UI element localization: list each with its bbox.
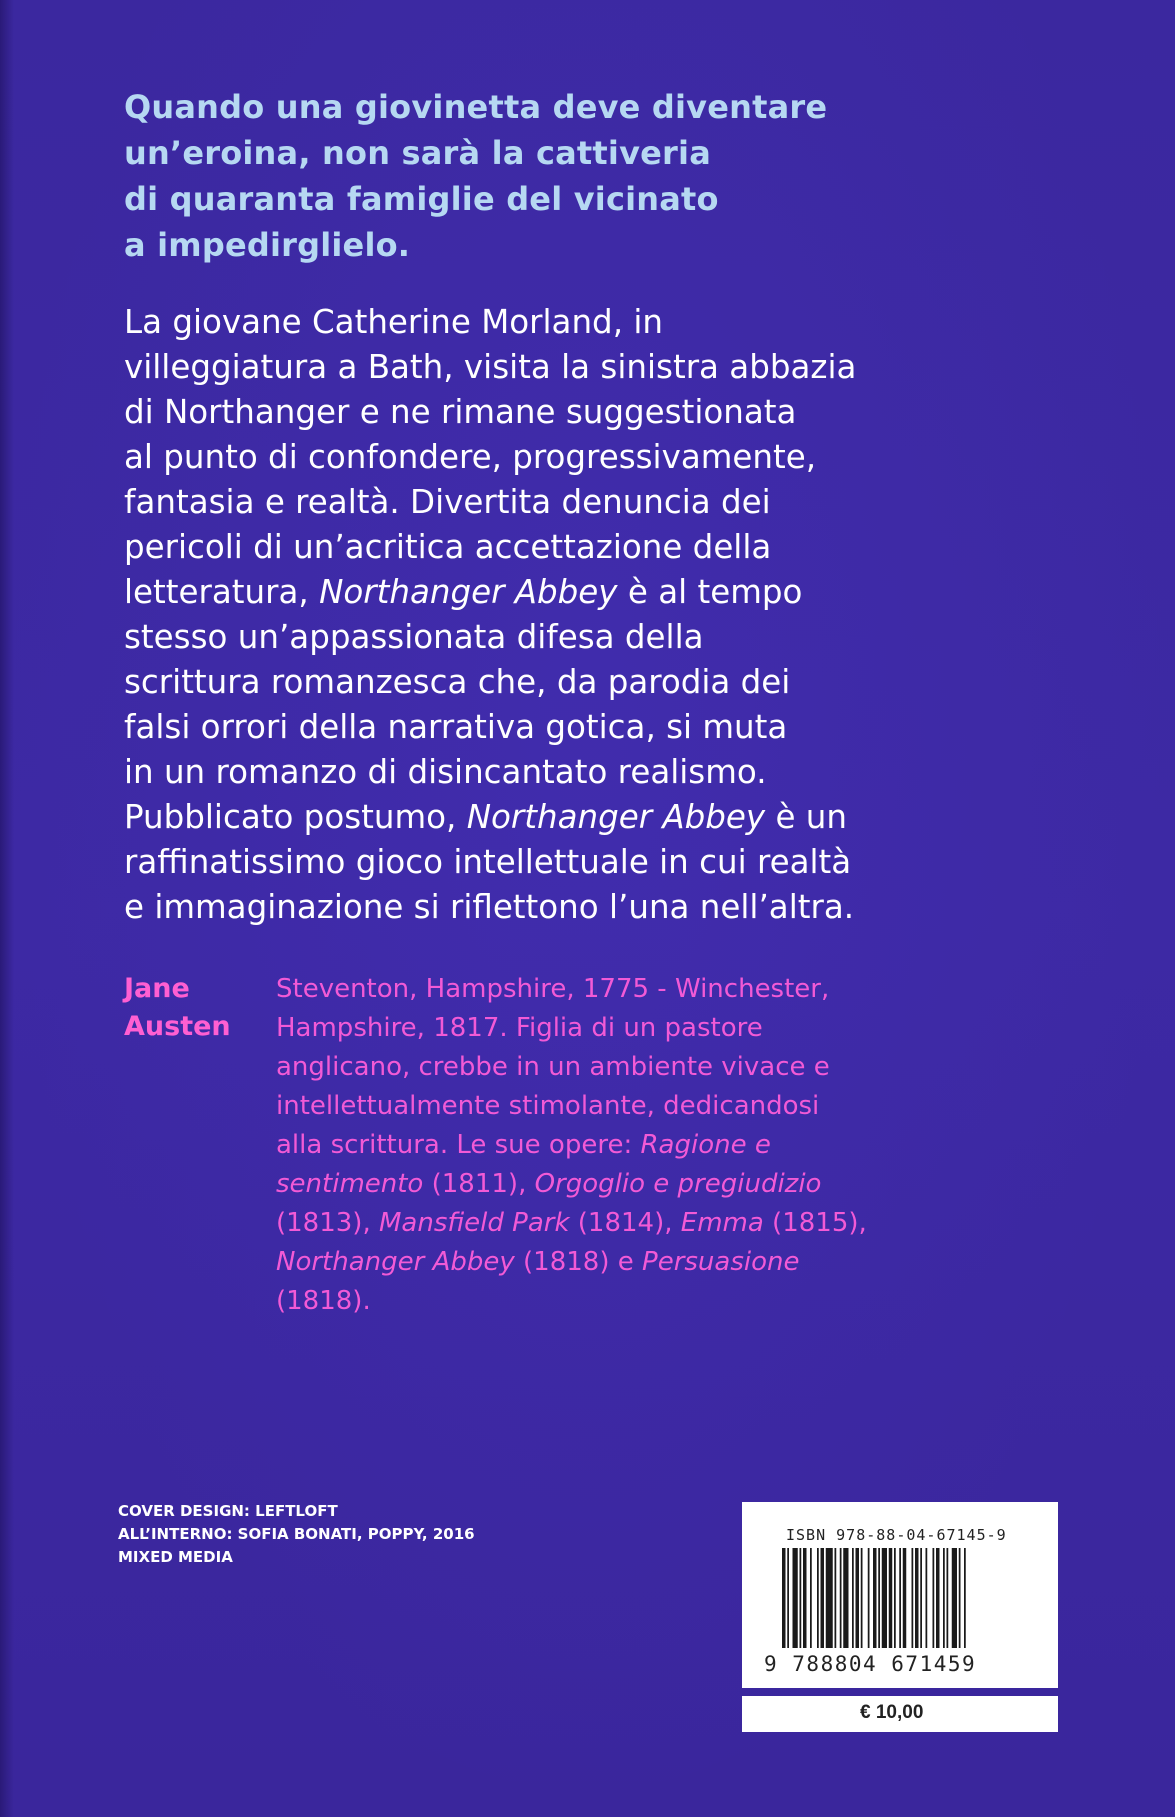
barcode-bar <box>810 1548 812 1648</box>
barcode-bar <box>943 1548 945 1648</box>
blurb-line: fantasia e realtà. Divertita denuncia dei <box>124 483 771 521</box>
price-box <box>742 1696 1058 1732</box>
blurb-line <box>124 795 1024 840</box>
tagline <box>124 84 884 268</box>
ean-digits: 9 788804 671459 <box>764 1652 977 1676</box>
blurb-line: falsi orrori della narrativa gotica, si muta <box>124 708 788 746</box>
barcode-bar <box>821 1548 825 1648</box>
author-name <box>124 970 244 1046</box>
blurb-line: stesso un’appassionata difesa della <box>124 618 704 656</box>
barcode-bar <box>920 1548 922 1648</box>
blurb-text: è al tempo <box>617 573 803 611</box>
blurb-line: in un romanzo di disincantato realismo. <box>124 753 767 791</box>
author-last-name: Austen <box>124 1011 231 1042</box>
barcode-bar <box>947 1548 949 1648</box>
barcode-icon <box>782 1548 1018 1648</box>
barcode-bar <box>835 1548 837 1648</box>
blurb-line: La giovane Catherine Morland, in <box>124 303 663 341</box>
barcode-bar <box>868 1548 870 1648</box>
barcode-bar <box>787 1548 789 1648</box>
barcode-bar <box>912 1548 914 1648</box>
barcode-bar <box>800 1548 802 1648</box>
isbn-label: ISBN 978-88-04-67145-9 <box>786 1526 1007 1544</box>
blurb-line: e immaginazione si riflettono l’una nell’altra. <box>124 888 855 926</box>
barcode-bar <box>878 1548 880 1648</box>
blurb-text: è un <box>765 798 847 836</box>
book-title-italic: Northanger Abbey <box>319 573 618 611</box>
blurb-line <box>124 570 1024 615</box>
barcode-bar <box>826 1548 833 1648</box>
bio-line <box>276 1204 916 1243</box>
work-title-italic: Emma <box>680 1208 764 1238</box>
barcode-bar <box>952 1548 957 1648</box>
bio-text: (1814), <box>569 1208 681 1238</box>
barcode-bar <box>926 1548 928 1648</box>
bio-text: alla scrittura. Le sue opere: <box>276 1130 641 1160</box>
work-title-italic: sentimento <box>276 1169 424 1199</box>
tagline-line: a impedirglielo. <box>124 226 411 264</box>
barcode-bar <box>782 1548 786 1648</box>
barcode-bar <box>873 1548 877 1648</box>
barcode-bar <box>861 1548 863 1648</box>
barcode-bar <box>959 1548 961 1648</box>
barcode-bar <box>856 1548 860 1648</box>
tagline-line: di quaranta famiglie del vicinato <box>124 180 719 218</box>
author-bio <box>276 970 916 1321</box>
work-title-italic: Mansfield Park <box>378 1208 570 1238</box>
bio-line: anglicano, crebbe in un ambiente vivace e <box>276 1052 830 1082</box>
barcode-bar <box>793 1548 798 1648</box>
barcode-bar <box>936 1548 940 1648</box>
barcode-bar <box>817 1548 819 1648</box>
bio-line: (1818). <box>276 1286 371 1316</box>
barcode-bar <box>894 1548 896 1648</box>
bio-line <box>276 1126 916 1165</box>
blurb-line: pericoli di un’acritica accettazione della <box>124 528 772 566</box>
blurb-line: scrittura romanzesca che, da parodia dei <box>124 663 791 701</box>
book-title-italic: Northanger Abbey <box>466 798 766 836</box>
barcode-bar <box>843 1548 848 1648</box>
blurb <box>124 300 1024 930</box>
barcode-bar <box>964 1548 966 1648</box>
barcode-bar <box>903 1548 907 1648</box>
inside-art-credit: ALL’INTERNO: SOFIA BONATI, POPPY, 2016 <box>118 1525 475 1543</box>
barcode-box <box>742 1502 1058 1688</box>
work-title-italic: Ragione e <box>640 1130 771 1160</box>
barcode-bar <box>840 1548 842 1648</box>
barcode-bar <box>889 1548 893 1648</box>
blurb-line: raffinatissimo gioco intellettuale in cui realtà <box>124 843 852 881</box>
cover-design-credit: COVER DESIGN: LEFTLOFT <box>118 1502 338 1520</box>
work-title-italic: Orgoglio e pregiudizio <box>534 1169 822 1199</box>
barcode-bar <box>803 1548 807 1648</box>
blurb-line: villeggiatura a Bath, visita la sinistra abbazia <box>124 348 857 386</box>
bio-text: (1818) e <box>514 1247 643 1277</box>
cover-credits <box>118 1500 475 1569</box>
blurb-text: letteratura, <box>124 573 320 611</box>
barcode-bar <box>882 1548 887 1648</box>
barcode-bar <box>915 1548 919 1648</box>
work-title-italic: Northanger Abbey <box>276 1247 515 1277</box>
tagline-line: Quando una giovinetta deve diventare <box>124 88 828 126</box>
bio-line: intellettualmente stimolante, dedicandosi <box>276 1091 820 1121</box>
barcode-bar <box>899 1548 901 1648</box>
bio-line: Steventon, Hampshire, 1775 - Winchester, <box>276 974 830 1004</box>
price-label: € 10,00 <box>860 1702 924 1723</box>
author-first-name: Jane <box>124 973 190 1004</box>
bio-line <box>276 1243 916 1282</box>
bio-text: (1811), <box>423 1169 535 1199</box>
cover-edge-shadow <box>0 0 14 1817</box>
work-title-italic: Persuasione <box>642 1247 800 1277</box>
tagline-line: un’eroina, non sarà la cattiveria <box>124 134 712 172</box>
bio-text: (1815), <box>763 1208 867 1238</box>
barcode-bar <box>852 1548 854 1648</box>
blurb-text: Pubblicato postumo, <box>124 798 467 836</box>
bio-text: (1813), <box>276 1208 379 1238</box>
medium-credit: MIXED MEDIA <box>118 1548 233 1566</box>
bio-line <box>276 1165 916 1204</box>
blurb-line: di Northanger e ne rimane suggestionata <box>124 393 797 431</box>
barcode-bar <box>933 1548 935 1648</box>
blurb-line: al punto di confondere, progressivamente, <box>124 438 817 476</box>
bio-line: Hampshire, 1817. Figlia di un pastore <box>276 1013 763 1043</box>
